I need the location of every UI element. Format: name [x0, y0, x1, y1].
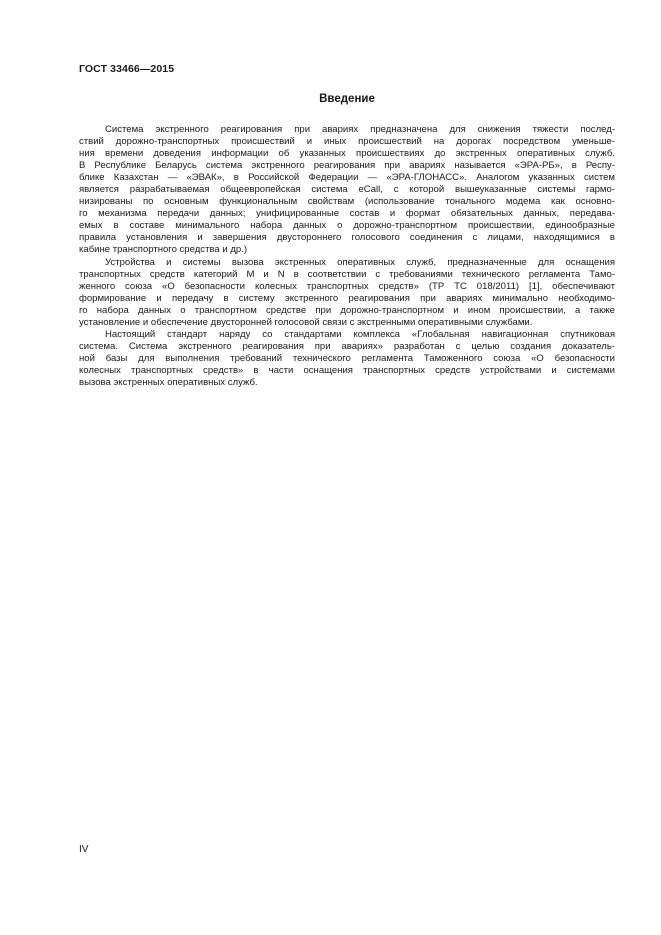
text-line: ния времени доведения информации об указанных происшествиях до экстренных оперативных служб.	[79, 148, 615, 160]
text-line: блике Казахстан — «ЭВАК», в Российской Федерации — «ЭРА-ГЛОНАСС». Аналогом указанных систем	[79, 172, 615, 184]
text-line: В Республике Беларусь система экстренного реагирования при авариях называется «ЭРА-РБ», в Респу-	[79, 160, 615, 172]
text-line: колесных транспортных средств» в части оснащения транспортных средств устройствами и системами	[79, 364, 615, 376]
text-line: емых в составе минимального набора данных о дорожно-транспортном происшествии, единообразные	[79, 220, 615, 232]
section-title: Введение	[319, 93, 375, 105]
text-line: формирование и передачу в систему экстренного реагирования при авариях минимально необходимо-	[79, 292, 615, 304]
page-number: IV	[79, 844, 89, 855]
text-line: вызова экстренных оперативных служб.	[79, 376, 258, 388]
text-line: женного союза «О безопасности колесных транспортных средств» (ТР ТС 018/2011) [1], обеспечивают	[79, 280, 615, 292]
text-line: транспортных средств категорий M и N в соответствии с требованиями технического регламента Тамо-	[79, 268, 615, 280]
document-header-id: ГОСТ 33466—2015	[79, 63, 175, 75]
introduction-body	[79, 124, 615, 389]
text-line: установление и обеспечение двусторонней голосовой связи с экстренными оперативными службами.	[79, 316, 533, 328]
text-line: кабине транспортного средства и др.)	[79, 244, 248, 256]
text-line: го набора данных о транспортном средстве при дорожно-транспортном и ином происшествии, а также	[79, 304, 615, 316]
text-line: правила установления и завершения двустороннего голосового соединения с лицами, находящимися в	[79, 232, 615, 244]
text-line: система. Система экстренного реагирования при авариях» разработан с целью создания доказатель-	[79, 340, 615, 352]
paragraph-1	[79, 124, 615, 257]
text-line: низированы по основным функциональным свойствам (использование тонального модема как основно-	[79, 196, 615, 208]
text-line: Система экстренного реагирования при авариях предназначена для снижения тяжести послед-	[105, 124, 615, 135]
text-line: ствий дорожно-транспортных происшествий и иных происшествий на дорогах посредством уменьше-	[79, 136, 615, 148]
paragraph-3	[79, 329, 615, 389]
text-line: го механизма передачи данных; унифицированные состав и формат обязательных данных, передава-	[79, 208, 615, 220]
text-line: Устройства и системы вызова экстренных оперативных служб, предназначенные для оснащения	[105, 256, 615, 268]
text-line: ной базы для выполнения требований технического регламента Таможенного союза «О безопасности	[79, 352, 615, 364]
text-line: Настоящий стандарт наряду со стандартами комплекса «Глобальная навигационная спутниковая	[105, 328, 615, 340]
paragraph-2	[79, 257, 615, 329]
text-line: является разрабатываемая общеевропейская система eCall, с которой вышеуказанные системы гармо-	[79, 184, 615, 196]
